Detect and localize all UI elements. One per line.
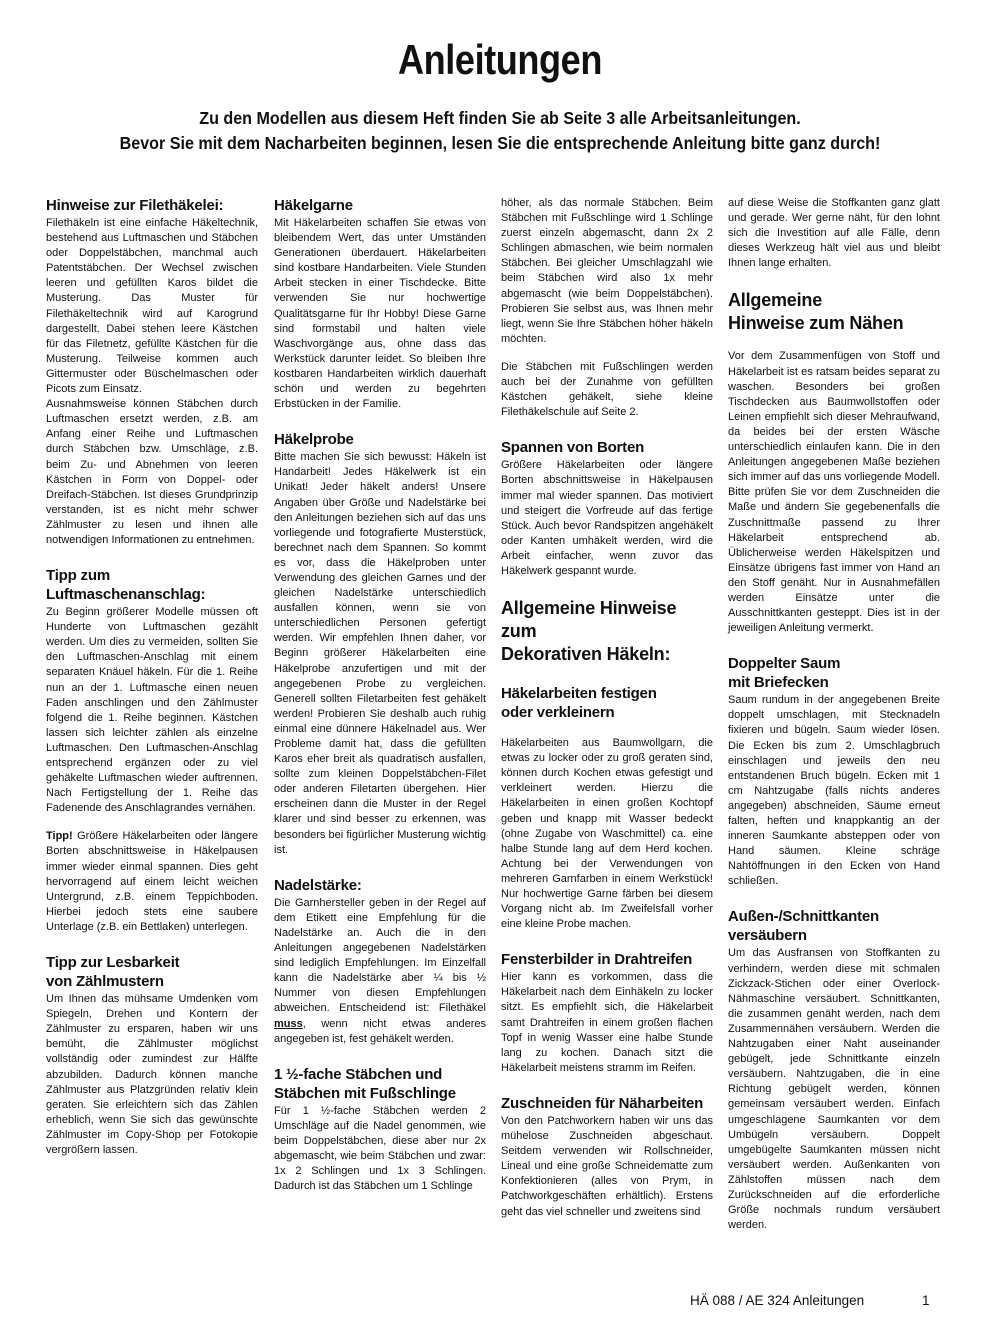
column-4 bbox=[728, 196, 940, 1233]
heading-haekelgarne: Häkelgarne bbox=[274, 197, 353, 214]
intro-line-1: Zu den Modellen aus diesem Heft finden Sie ab Seite 3 alle Arbeitsanleitungen. bbox=[199, 108, 801, 128]
text-run: , wenn nicht etwas anderes angegeben ist, fest gehäkelt werden. bbox=[274, 1017, 486, 1045]
heading-filethaekelei: Hinweise zur Filethäkelei: bbox=[46, 197, 224, 214]
heading-line: Allgemeine bbox=[728, 290, 823, 311]
heading-line: oder verkleinern bbox=[501, 704, 615, 722]
heading-line: Hinweise zum Nähen bbox=[728, 313, 904, 334]
paragraph: Saum rundum in der angegebenen Breite doppelt umschlagen, mit Stecknadeln fixieren und bügeln. Saum wieder lösen. Die Ecken bis zum 2. Umschlagbruch einschlagen und jeweils den neu entstandenen Bruch bügeln. Ecken mit 1 cm Nahtzugabe (falls nichts anderes angegeben) abschneiden, Säume erneut falten, heften und knappkantig an der inneren Saumkante absteppen oder von Hand säumen. Kleine schräge Nahtöffnungen in den Ecken von Hand schließen. bbox=[728, 694, 940, 888]
heading-zuschneiden: Zuschneiden für Näharbeiten bbox=[501, 1094, 704, 1112]
paragraph: Mit Häkelarbeiten schaffen Sie etwas von bleibendem Wert, das unter Umständen Generationen überdauert. Häkelarbeiten sind kostbare Handarbeiten. Viele Stunden Arbeit stecken in einer Tischdecke. Bitte verwenden Sie nur hochwertige Qualitätsgarne für Ihr Hobby! Diese Garne sind formstabil und halten viele Waschvorgänge aus, ohne dass das Werkstück darunter leidet. So bleiben Ihre kostbaren Handarbeiten wirklich dauerhaft schön und werden zu begehrten Erbstücken in der Familie. bbox=[274, 217, 486, 411]
paragraph: Größere Häkelarbeiten oder längere Borten abschnittsweise in Häkelpausen immer mal wieder spannen. Das motiviert und steigert die Vorfreude auf das fertige Stück. Auch bevor Randspitzen angehäkelt oder Kanten umhäkelt werden, wird die Arbeit einfacher, wenn zuvor das Häkelwerk gespannt wurde. bbox=[501, 459, 713, 577]
intro-text bbox=[0, 106, 1000, 156]
column-1 bbox=[46, 196, 258, 1158]
heading-festigen bbox=[501, 684, 713, 722]
tip-text: Größere Häkelarbeiten oder längere Borten abschnittsweise in Häkelpausen immer wieder einmal spannen. Dies geht hervorragend auf einem leicht weichen Untergrund, z.B. einem Teppichboden. Hierbei jedoch stets eine saubere Unterlage (z.B. ein Bettlaken) unterlegen. bbox=[46, 830, 258, 933]
heading-line: Tipp zur Lesbarkeit bbox=[46, 954, 180, 972]
heading-line: Außen-/Schnittkanten bbox=[728, 908, 880, 926]
paragraph: Die Stäbchen mit Fußschlingen werden auch bei der Zunahme von gefüllten Kästchen gehäkelt, siehe kleine Filethäkelschule auf Seite 2. bbox=[501, 360, 713, 419]
footer-code: HÄ 088 / AE 324 Anleitungen bbox=[690, 1293, 865, 1308]
paragraph: auf diese Weise die Stoffkanten ganz glatt und gerade. Wer gerne näht, für den lohnt sich die Investition auf alle Fälle, denn dieses Werkzeug hält viel aus und bleibt Ihnen lange erhalten. bbox=[728, 197, 940, 270]
paragraph: Für 1 ½-fache Stäbchen werden 2 Umschläge auf die Nadel genommen, wie beim Doppelstäbchen, diese aber nur 2x abgemascht, wie beim Stäbchen und zwar: 1x 2 Schlingen und 1x 3 Schlingen. Dadurch ist das Stäbchen um 1 Schlinge bbox=[274, 1104, 486, 1193]
heading-line: Luftmaschenanschlag: bbox=[46, 586, 206, 604]
heading-line: Stäbchen mit Fußschlinge bbox=[274, 1084, 456, 1102]
heading-line: von Zählmustern bbox=[46, 973, 164, 991]
paragraph: Filethäkeln ist eine einfache Häkeltechnik, bestehend aus Luftmaschen und Stäbchen oder Doppelstäbchen, manchmal auch Patentstäbchen. Der Wechsel zwischen leeren und gefüllten Karos bildet die Musterung. Das Muster für Filethäkeltechnik wird auf Karogrund dargestellt. Dabei stehen leere Kästchen für das Filetnetz, gefüllte Kästchen für die Musterung. Teilweise kommen auch Gittermuster oder Büschelmaschen oder Picots zum Einsatz. bbox=[46, 217, 258, 396]
heading-nadelstaerke: Nadelstärke: bbox=[274, 876, 362, 894]
heading-line: Doppelter Saum bbox=[728, 655, 841, 673]
paragraph bbox=[274, 896, 486, 1047]
paragraph: Häkelarbeiten aus Baumwollgarn, die etwas zu locker oder zu groß geraten sind, können durch Kochen etwas gefestigt und verkleinert werden. Hierzu die Häkelarbeiten in einen großen Kochtopf geben und knapp mit Wasser bedeckt (ohne Zugabe von Waschmittel) ca. eine halbe Stunde lang auf dem Herd kochen. Achtung bei der Verwendungen von mehreren Garnfarben in einem Werkstück! Nur hochwertige Garne färben bei diesem Vorgang nicht ab. Im Zweifelsfall vorher eine kleine Probe machen. bbox=[501, 737, 713, 931]
paragraph: Um Ihnen das mühsame Umdenken vom Spiegeln, Drehen und Kontern der Zählmuster zu ersparen, haben wir uns bemüht, die Zählmuster möglichst vollständig oder zumindest zur Hälfte abzubilden. Dadurch können manche Zählmuster aus Platzgründen relativ klein geraten. Sie erleichtern sich das Zählen erheblich, wenn Sie sich das gewünschte Zählmuster im Copy-Shop per Fotokopie vergrößern lassen. bbox=[46, 993, 258, 1156]
heading-line: 1 ½-fache Stäbchen und bbox=[274, 1065, 443, 1083]
heading-fensterbilder: Fensterbilder in Drahtreifen bbox=[501, 951, 693, 969]
heading-line: mit Briefecken bbox=[728, 674, 829, 692]
paragraph: Ausnahmsweise können Stäbchen durch Luftmaschen ersetzt werden, z.B. am Anfang einer Reihe und Luftmaschen durch Stäbchen bzw. Umschläge, z.B. beim Zu- und Abnehmen von leeren Kästchen in Form von Doppel- oder Dreifach-Stäbchen. Ist dieses Grundprinzip verstanden, ist es nicht mehr schwer Zählmuster zu lesen und ihnen alle notwendigen Informationen zu entnehmen. bbox=[46, 398, 258, 546]
heading-haekelprobe: Häkelprobe bbox=[274, 431, 354, 449]
heading-staebchen bbox=[274, 1065, 486, 1103]
heading-spannen-borten: Spannen von Borten bbox=[501, 439, 645, 457]
paragraph: Bitte machen Sie sich bewusst: Häkeln ist Handarbeit! Jedes Häkelwerk ist ein Unikat! Jeder häkelt anders! Unsere Angaben über Größe und Nadelstärke bei den Anleitungen beziehen sich auf das uns vorliegende und fotografierte Musterstück, berechnet nach dem Spannen. So kommt es vor, dass die Häkelproben unter Verwendung des gleichen Garnes und der gleichen Nadelstärke unterschiedlich ausfallen können, wenn sie von unterschiedlichen Personen gefertigt werden. Wir empfehlen Ihnen daher, vor Beginn größerer Häkelarbeiten eine Häkelprobe anzufertigen und mit der angegebenen Probe zu vergleichen. Generell sollten Filetarbeiten fest gehäkelt werden! Probieren Sie deshalb auch ruhig einmal eine dünnere Häkelnadel aus. Wer Probleme damit hat, dass die gefüllten Karos eher breit als quadratisch ausfallen, sollte zum kleinen Doppelstäbchen-Filet oder anderen Filetarten übergehen. Hier erscheinen dann die Muster in der Regel klarer und sind besser zu erkennen, was besonders bei figürlicher Musterung wichtig ist. bbox=[274, 451, 486, 856]
paragraph: höher, als das normale Stäbchen. Beim Stäbchen mit Fußschlinge wird 1 Schlinge zuerst einzeln abgemascht, dann 2x 2 Schlingen abmaschen, wie beim normalen Stäbchen. Bei gleicher Umschlagzahl wie beim Stäbchen wird also 1x mehr abgemascht (wie beim Doppelstäbchen). Probieren Sie selbst aus, was Ihnen mehr liegt, wenn Sie Ihre Stäbchen höher häkeln möchten. bbox=[501, 197, 713, 345]
paragraph: Um das Ausfransen von Stoffkanten zu verhindern, werden diese mit schmalen Zickzack-Stichen oder einer Overlock-Nähmaschine versäubert. Schnittkanten, die zusammen genäht werden, nach dem Zusammennähen versäubern. Werden die Nahtzugaben einer Naht auseinander gebügelt, jede Schnittkante einzeln versäubern. Nahtzugaben, die in eine Richtung gebügelt werden, können gemeinsam versäubert werden. Einfach umgeschlagene Saumkanten vor dem Umbügeln versäubern. Doppelt umgebügelte Saumkanten müssen nicht versäubert werden. Außenkanten von Zählstoffen müssen nach dem Zurückschneiden auf die erforderliche Größe nochmals rundum versäubert werden. bbox=[728, 947, 940, 1232]
emphasis-muss: muss bbox=[274, 1017, 303, 1030]
intro-line-2: Bevor Sie mit dem Nacharbeiten beginnen, lesen Sie die entsprechende Anleitung bitte ganz durch! bbox=[119, 133, 881, 153]
paragraph: Hier kann es vorkommen, dass die Häkelarbeit nach dem Einhäkeln zu locker sitzt. Es empfiehlt sich, die Häkelarbeit samt Drahtreifen in einem großen flachen Topf in wenig Wasser eine halbe Stunde lang zu kochen. Danach sitzt die Häkelarbeit meistens stramm im Reifen. bbox=[501, 971, 713, 1074]
text-run: Die Garnhersteller geben in der Regel auf dem Etikett eine Empfehlung für die Nadelstärke an. Auch die in den Anleitungen angegebenen Nadelstärken sind lediglich Empfehlungen. Im Einzelfall kann die Nadelstärke aber ¼ bis ½ Nummer von diesen Empfehlungen abweichen. Entscheidend ist: Filethäkel bbox=[274, 896, 486, 1015]
heading-tipp-luftmaschenanschlag bbox=[46, 566, 258, 604]
paragraph: Zu Beginn größerer Modelle müssen oft Hunderte von Luftmaschen gezählt werden. Um dies zu vermeiden, sollten Sie den Luftmaschen-Anschlag mit einem separaten Knäuel häkeln. Für die 1. Reihe nun an der 1. Luftmasche einen neuen Faden anschlingen und den Zählmuster folgend die 1. Reihe beginnen. Kästchen lassen sich leichter zählen als einzelne Luftmaschen. Den Luftmaschen-Anschlag entsprechend ergänzen oder zu viel gehäkelte Luftmaschen wieder auftrennen. Nach Fertigstellung der 1. Reihe das Fadenende des Anschlagrandes vernähen. bbox=[46, 606, 258, 815]
heading-naehen bbox=[728, 289, 940, 335]
column-3 bbox=[501, 196, 713, 1220]
heading-line: versäubern bbox=[728, 927, 807, 945]
heading-line: Allgemeine Hinweise zum bbox=[501, 598, 677, 642]
column-2 bbox=[274, 196, 486, 1194]
page-number: 1 bbox=[922, 1293, 930, 1308]
heading-dekoratives-haekeln bbox=[501, 597, 713, 666]
heading-doppelter-saum bbox=[728, 654, 940, 692]
heading-line: Häkelarbeiten festigen bbox=[501, 685, 657, 703]
heading-line: Dekorativen Häkeln: bbox=[501, 644, 671, 665]
heading-line: Tipp zum bbox=[46, 567, 110, 585]
paragraph bbox=[46, 829, 258, 935]
page-title: Anleitungen bbox=[398, 36, 602, 83]
paragraph: Von den Patchworkern haben wir uns das mühelose Zuschneiden abgeschaut. Seitdem verwenden wir Rollschneider, Lineal und eine große Schneidematte zum Konfektionieren (alles von Prym, in Patchworkgeschäften erhältlich). Erstens geht das viel schneller und zweitens sind bbox=[501, 1114, 713, 1218]
paragraph: Vor dem Zusammenfügen von Stoff und Häkelarbeit ist es ratsam beides separat zu waschen. Besonders bei großen Tischdecken aus Baumwollstoffen oder Leinen empfiehlt sich dieser Mehraufwand, da beides bei der ersten Wäsche unterschiedlich einlaufen kann. Die in den Anleitungen angegebenen Maße beziehen sich immer auf das uns vorliegende Modell. Bitte prüfen Sie vor dem Zuschneiden die Maße und ändern Sie gegebenenfalls die Zuschnittmaße passend zu Ihrer Häkelarbeit entsprechend ab. Üblicherweise werden Häkelspitzen und Einsätze übrigens fast immer von Hand an den Stoff genäht. Nur in Ausnahmefällen werden Einsätze unter die Ausschnittkanten gesteppt. Dies ist in der jeweiligen Anleitung vermerkt. bbox=[728, 350, 940, 635]
tip-label: Tipp! bbox=[46, 830, 73, 843]
heading-tipp-lesbarkeit bbox=[46, 953, 258, 991]
heading-kanten-versaeubern bbox=[728, 907, 940, 945]
